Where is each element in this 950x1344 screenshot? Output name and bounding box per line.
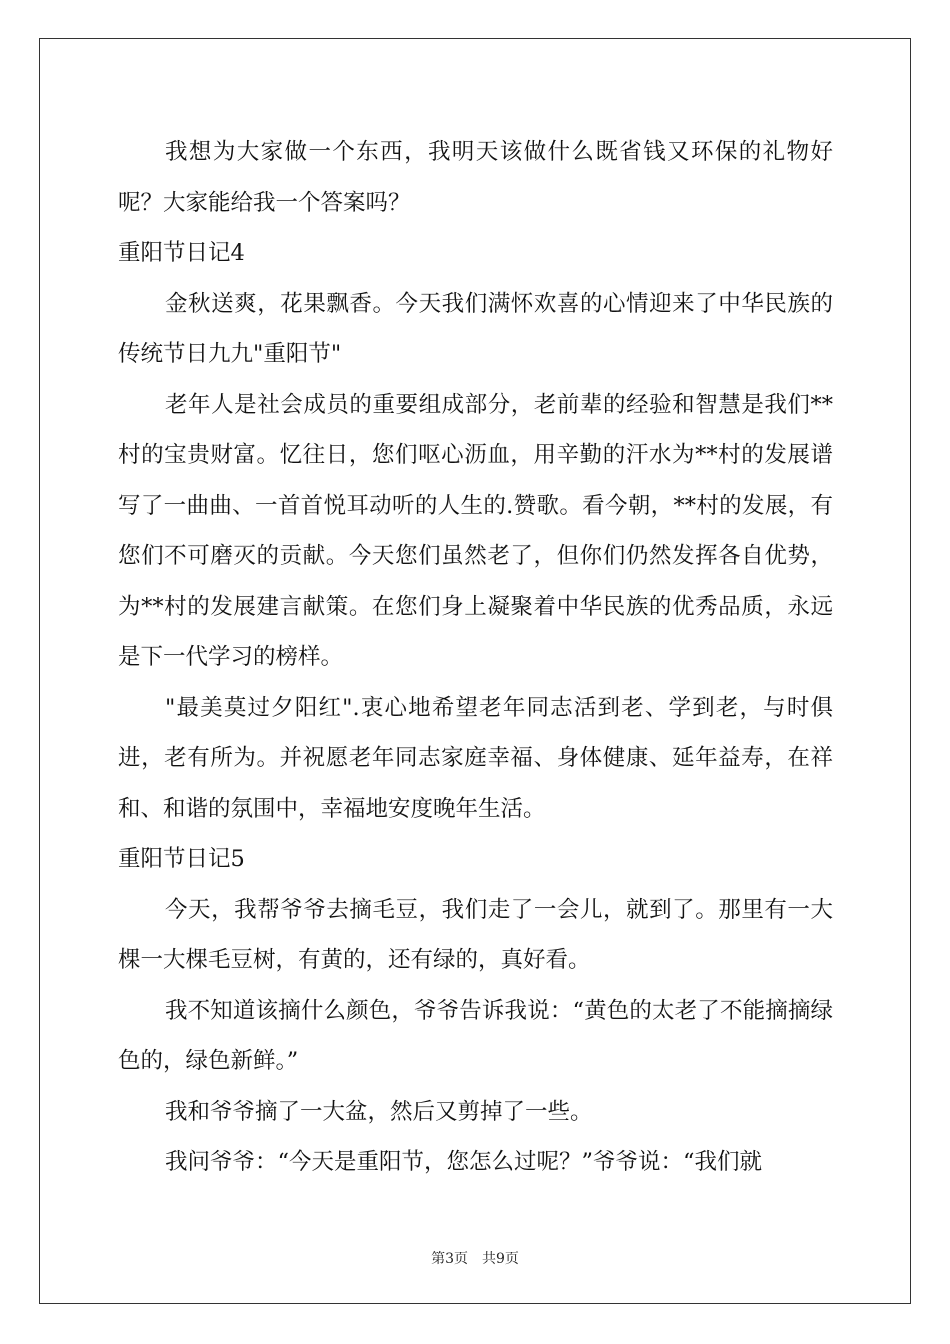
paragraph: 我和爷爷摘了一大盆，然后又剪掉了一些。 bbox=[165, 1098, 593, 1125]
section-heading: 重阳节日记5 bbox=[118, 846, 245, 872]
section-heading: 重阳节日记4 bbox=[118, 240, 245, 266]
paragraph: 我想为大家做一个东西，我明天该做什么既省钱又环保的礼物好呢？大家能给我一个答案吗？ bbox=[118, 139, 833, 216]
paragraph: 我问爷爷：“今天是重阳节，您怎么过呢？”爷爷说：“我们就 bbox=[165, 1149, 763, 1175]
paragraph: 金秋送爽，花果飘香。今天我们满怀欢喜的心情迎来了中华民族的传统节日九九"重阳节" bbox=[118, 290, 833, 367]
paragraph: 我不知道该摘什么颜色，爷爷告诉我说：“黄色的太老了不能摘摘绿色的，绿色新鲜。” bbox=[118, 997, 833, 1074]
paragraph: 今天，我帮爷爷去摘毛豆，我们走了一会儿，就到了。那里有一大棵一大棵毛豆树，有黄的，还有绿的，真好看。 bbox=[118, 896, 833, 973]
page-number-footer: 第3页 共9页 bbox=[431, 1251, 519, 1267]
paragraph: 老年人是社会成员的重要组成部分，老前辈的经验和智慧是我们**村的宝贵财富。忆往日，您们呕心沥血，用辛勤的汗水为**村的发展谱写了一曲曲、一首首悦耳动听的人生的.赞歌。看今朝，**村的发展，有您们不可磨灭的贡献。今天您们虽然老了，但你们仍然发挥各自优势，为**村的发展建言献策。在您们身上凝聚着中华民族的优秀品质，永远是下一代学习的榜样。 bbox=[118, 391, 833, 670]
paragraph: "最美莫过夕阳红".衷心地希望老年同志活到老、学到老，与时俱进，老有所为。并祝愿老年同志家庭幸福、身体健康、延年益寿，在祥和、和谐的氛围中，幸福地安度晚年生活。 bbox=[118, 694, 833, 822]
document-body bbox=[118, 127, 833, 1188]
